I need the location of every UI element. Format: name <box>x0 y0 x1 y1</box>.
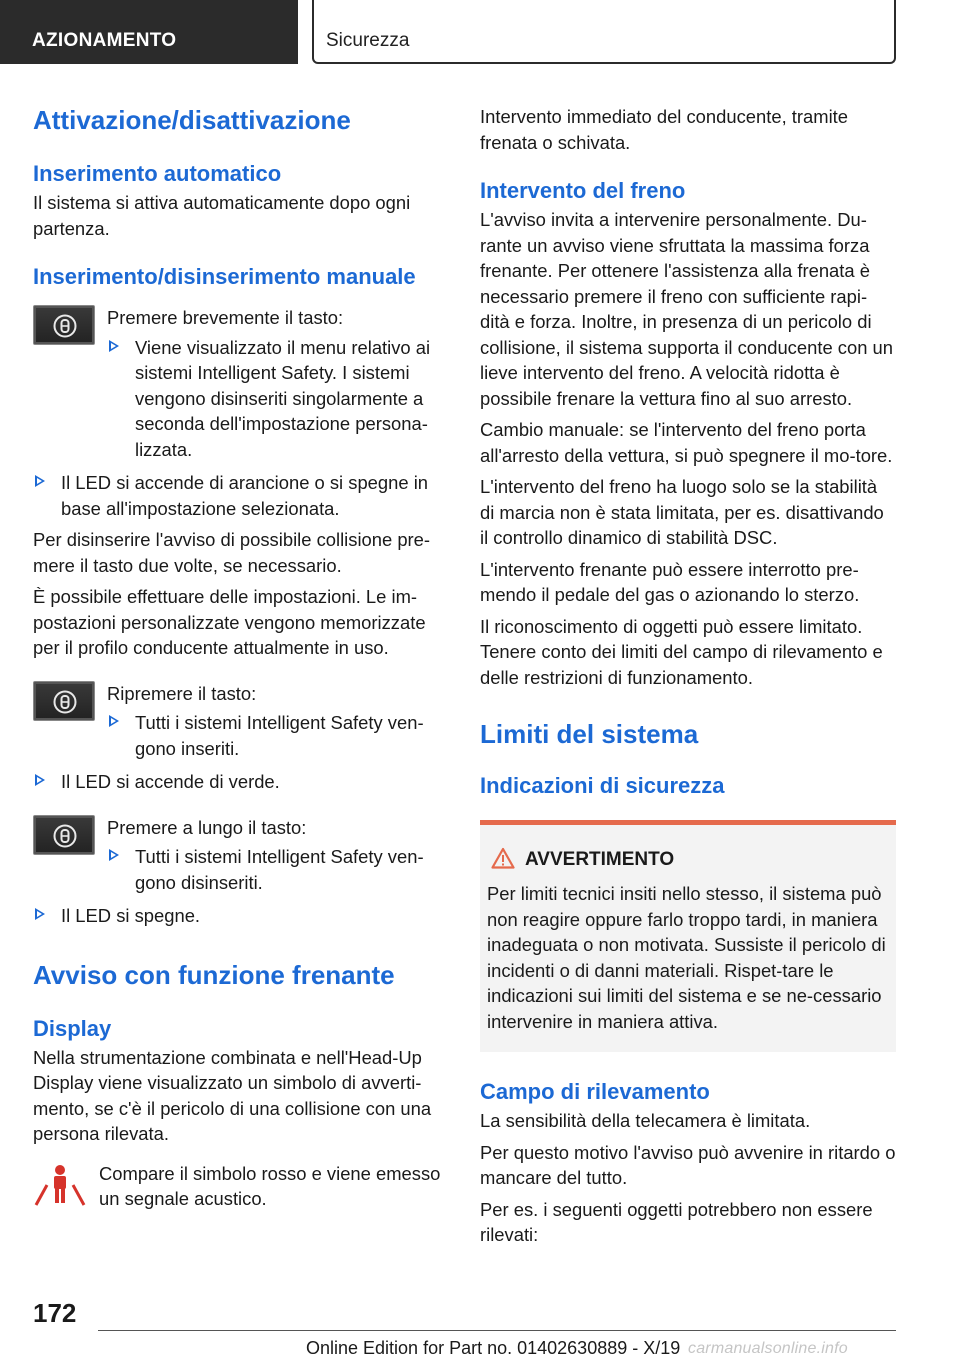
heading-warning: Avviso con funzione frenante <box>33 959 395 990</box>
page-number: 172 <box>33 1298 77 1328</box>
text-symbol: Compare il simbolo rosso e viene emesso un segnale acustico. <box>99 1162 441 1209</box>
left-column <box>33 100 447 1212</box>
list-item <box>107 335 447 463</box>
bullet-triangle-icon <box>35 908 45 920</box>
list-item-text: Il LED si accende di verde. <box>61 771 280 792</box>
heading-activation: Attivazione/disattivazione <box>33 105 351 135</box>
text-press-again: Ripremere il tasto: <box>107 682 257 704</box>
list-item <box>107 844 447 895</box>
list-item-text: Viene visualizzato il menu relativo ai sistemi Intelligent Safety. I sistemi vengono disinseriti singolarmente a seconda dell'impostazione persona-lizzata. <box>135 336 431 460</box>
section-tab: AZIONAMENTO <box>0 0 298 64</box>
bullet-triangle-icon <box>109 715 119 727</box>
text-settings: È possibile effettuare delle impostazioni. Le im-postazioni personalizzate vengono memorizzate per il profilo conducente attualmente in uso. <box>33 586 426 658</box>
bullet-triangle-icon <box>109 849 119 861</box>
list-item <box>33 769 447 795</box>
safety-button-icon <box>33 681 95 721</box>
press-short-row <box>33 305 447 462</box>
warning-title: AVVERTIMENTO <box>525 849 675 870</box>
warning-box <box>480 820 896 1052</box>
press-long-row <box>33 815 447 896</box>
text-press-short: Premere brevemente il tasto: <box>107 307 344 328</box>
bullet-triangle-icon <box>35 774 45 786</box>
chapter-tab: Sicurezza <box>312 0 896 64</box>
text-display: Nella strumentazione combinata e nell'Head-Up Display viene visualizzato un simbolo di avverti-mento, se c'è il pericolo di una collisione con una persona rilevata. <box>33 1046 432 1144</box>
press-again-row <box>33 681 447 762</box>
list-item-text: Tutti i sistemi Intelligent Safety ven-gono disinseriti. <box>135 846 424 893</box>
text-recognition: Il riconoscimento di oggetti può essere limitato. Tenere conto dei limiti del campo di rilevamento e delle restrizioni di funzionamento. <box>480 615 883 688</box>
heading-limits: Limiti del sistema <box>480 719 699 749</box>
text-sensitivity: La sensibilità della telecamera è limitata. <box>480 1110 811 1131</box>
symbol-row <box>33 1161 447 1212</box>
list-item <box>33 903 447 929</box>
watermark: carmanualsonline.info <box>688 1340 848 1357</box>
bullet-triangle-icon <box>109 340 119 352</box>
heading-auto: Inserimento automatico <box>33 161 282 186</box>
text-interrupt: L'intervento frenante può essere interrotto pre-mendo il pedale del gas o azionando lo sterzo. <box>480 558 860 605</box>
warning-heading <box>487 847 889 873</box>
text-manual-gearbox: Cambio manuale: se l'intervento del freno porta all'arresto della vettura, si può spegnere il mo-tore. <box>480 419 893 466</box>
list-item <box>33 470 447 521</box>
bullet-triangle-icon <box>35 475 45 487</box>
text-stability: L'intervento del freno ha luogo solo se la stabilità di marcia non è stata limitata, per es. disattivando il controllo dinamico di stabilità DSC. <box>480 476 884 548</box>
text-disable: Per disinserire l'avviso di possibile collisione pre-mere il tasto due volte, se necessario. <box>33 529 431 576</box>
list-item-text: Il LED si spegne. <box>61 905 201 926</box>
heading-brake: Intervento del freno <box>480 178 686 203</box>
heading-range: Campo di rilevamento <box>480 1079 710 1104</box>
text-press-long: Premere a lungo il tasto: <box>107 816 307 838</box>
list-item <box>107 710 447 761</box>
safety-button-icon <box>33 305 95 345</box>
footer-edition: Online Edition for Part no. 01402630889 - X/19 <box>306 1338 681 1358</box>
list-item-text: Tutti i sistemi Intelligent Safety ven-gono inseriti. <box>135 712 424 759</box>
heading-display: Display <box>33 1015 112 1041</box>
text-brake: L'avviso invita a intervenire personalmente. Du-rante un avviso viene sfruttata la massima forza frenante. Per ottenere l'assistenza alla frenata è necessario premere il freno con sufficiente rapi-dità e forza. Inoltre, in presenza di un pericolo di collisione, il sistema supporta il conducente con un lieve intervento del freno. A velocità ridotta è possibile frenare la vettura fino al suo arresto. <box>480 209 893 409</box>
list-item-text: Il LED si accende di arancione o si spegne in base all'impostazione selezionata. <box>61 472 429 519</box>
heading-safety: Indicazioni di sicurezza <box>480 773 725 798</box>
heading-manual: Inserimento/disinserimento manuale <box>33 264 416 289</box>
warning-triangle-icon <box>491 847 515 869</box>
footer-divider <box>98 1330 896 1331</box>
right-column <box>480 104 896 1248</box>
safety-button-icon <box>33 815 95 855</box>
text-delay: Per questo motivo l'avviso può avvenire in ritardo o mancare del tutto. <box>480 1141 896 1188</box>
pedestrian-warning-icon <box>33 1163 87 1207</box>
text-intervention: Intervento immediato del conducente, tramite frenata o schivata. <box>480 106 849 153</box>
text-objects: Per es. i seguenti oggetti potrebbero non essere rilevati: <box>480 1198 873 1245</box>
warning-text: Per limiti tecnici insiti nello stesso, il sistema può non reagire oppure farlo troppo tardi, in maniera inadeguata o non motivata. Sussiste il pericolo di incidenti o di danni materiali. Rispet-tare le indicazioni sui limiti del sistema e se ne-cessario intervenire in maniera attiva. <box>487 883 886 1032</box>
text-auto: Il sistema si attiva automaticamente dopo ogni partenza. <box>33 192 411 239</box>
